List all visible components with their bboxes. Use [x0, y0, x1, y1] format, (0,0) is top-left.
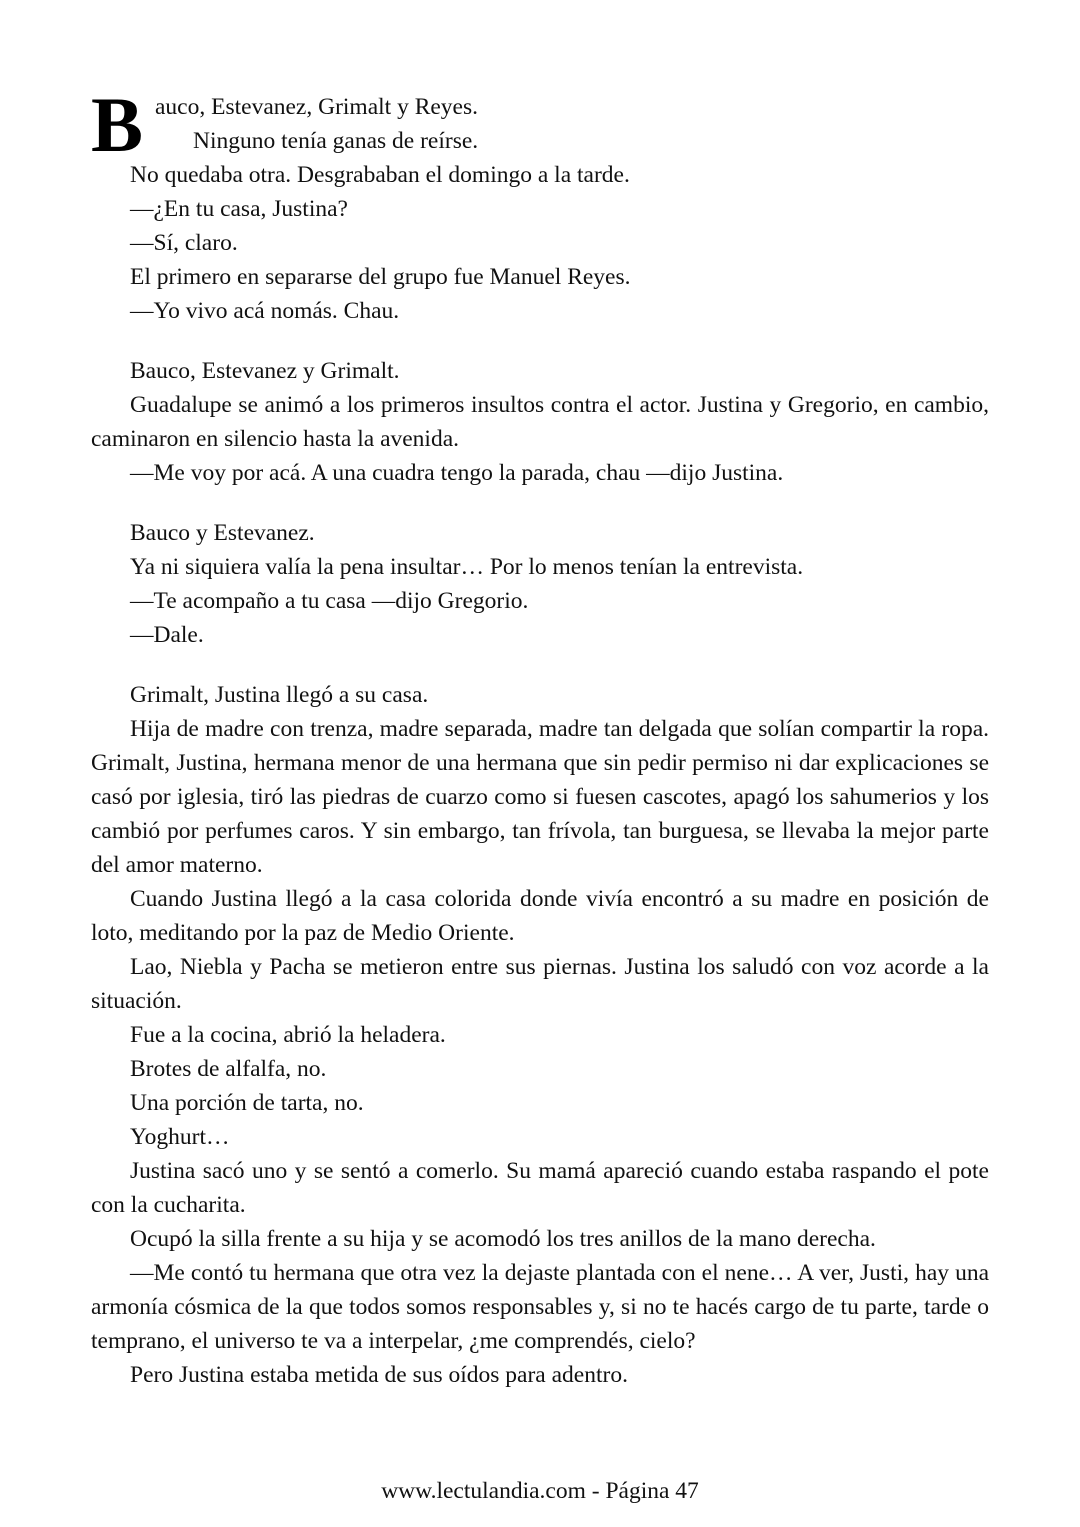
- paragraph: Lao, Niebla y Pacha se metieron entre sus piernas. Justina los saludó con voz acorde a la situación.: [91, 954, 989, 1014]
- drop-cap: B: [91, 81, 144, 168]
- paragraph: Ya ni siquiera valía la pena insultar… Por lo menos tenían la entrevista.: [130, 554, 804, 580]
- page-footer: www.lectulandia.com - Página 47: [381, 1478, 699, 1504]
- paragraph: —Sí, claro.: [130, 230, 238, 256]
- paragraph: —Me voy por acá. A una cuadra tengo la parada, chau —dijo Justina.: [130, 460, 784, 486]
- paragraph: El primero en separarse del grupo fue Manuel Reyes.: [130, 264, 631, 290]
- paragraph: —Te acompaño a tu casa —dijo Gregorio.: [130, 588, 529, 614]
- paragraph: —Me contó tu hermana que otra vez la dejaste plantada con el nene… A ver, Justi, hay una armonía cósmica de la que todos somos responsables y, si no te hacés cargo de tu parte, tarde o temprano, el universo te va a interpelar, ¿me comprendés, cielo?: [91, 1260, 989, 1354]
- opening-line-1: auco, Estevanez, Grimalt y Reyes.: [155, 94, 479, 120]
- paragraph: Bauco y Estevanez.: [130, 520, 315, 546]
- paragraph: —Yo vivo acá nomás. Chau.: [130, 298, 400, 324]
- paragraph: Yoghurt…: [130, 1124, 230, 1150]
- paragraph: —Dale.: [130, 622, 204, 648]
- paragraph: Bauco, Estevanez y Grimalt.: [130, 358, 400, 384]
- paragraph: Una porción de tarta, no.: [130, 1090, 364, 1116]
- page-body: [91, 81, 989, 1392]
- opening-line-2: Ninguno tenía ganas de reírse.: [193, 128, 479, 154]
- paragraph: Pero Justina estaba metida de sus oídos para adentro.: [130, 1362, 628, 1388]
- paragraph: —¿En tu casa, Justina?: [130, 196, 348, 222]
- paragraph: Guadalupe se animó a los primeros insultos contra el actor. Justina y Gregorio, en cambio, caminaron en silencio hasta la avenida.: [91, 392, 989, 452]
- paragraph: Fue a la cocina, abrió la heladera.: [130, 1022, 446, 1048]
- paragraph: Hija de madre con trenza, madre separada, madre tan delgada que solían compartir la ropa. Grimalt, Justina, hermana menor de una hermana que sin pedir permiso ni dar explicaciones se casó por iglesia, tiró las piedras de cuarzo como si fuesen cascotes, apagó los sahumerios y los cambió por perfumes caros. Y sin embargo, tan frívola, tan burguesa, se llevaba la mejor parte del amor materno.: [91, 716, 989, 878]
- paragraph: No quedaba otra. Desgrababan el domingo a la tarde.: [130, 162, 630, 188]
- paragraph: Justina sacó uno y se sentó a comerlo. Su mamá apareció cuando estaba raspando el pote con la cucharita.: [91, 1158, 989, 1218]
- opening-block: [91, 81, 989, 168]
- paragraph: Ocupó la silla frente a su hija y se acomodó los tres anillos de la mano derecha.: [130, 1226, 876, 1252]
- paragraph: Grimalt, Justina llegó a su casa.: [130, 682, 429, 708]
- paragraph: Brotes de alfalfa, no.: [130, 1056, 327, 1082]
- paragraph: Cuando Justina llegó a la casa colorida donde vivía encontró a su madre en posición de loto, meditando por la paz de Medio Oriente.: [91, 886, 989, 946]
